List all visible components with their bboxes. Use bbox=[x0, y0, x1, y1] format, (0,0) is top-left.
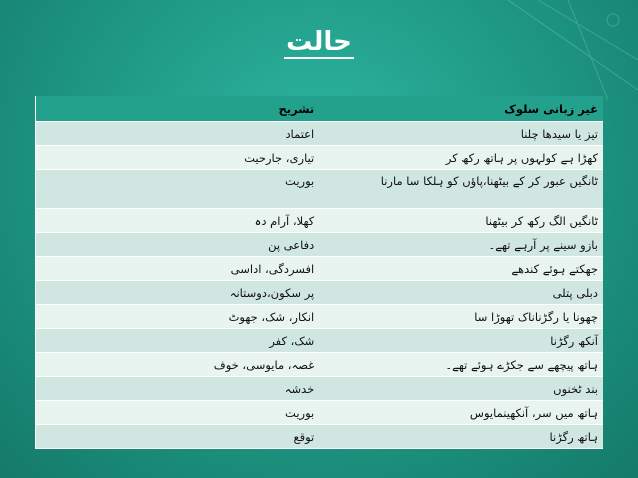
table-row bbox=[36, 353, 604, 377]
nonverbal-cell: آنکھ رگڑنا bbox=[319, 329, 603, 353]
table-row bbox=[36, 425, 604, 449]
table-row bbox=[36, 257, 604, 281]
nonverbal-cell: تیز یا سیدھا چلنا bbox=[319, 122, 603, 146]
table-row bbox=[36, 281, 604, 305]
explanation-cell: انکار، شک، جھوٹ bbox=[36, 305, 320, 329]
explanation-cell: افسردگی، اداسی bbox=[36, 257, 320, 281]
nonverbal-cell: ٹانگیں عبور کر کے بیٹھنا،پاؤں کو ہلکا سا مارنا bbox=[319, 170, 603, 209]
nonverbal-cell: کھڑا ہے کولہوں پر ہاتھ رکھ کر bbox=[319, 146, 603, 170]
explanation-cell: خدشہ bbox=[36, 377, 320, 401]
nonverbal-cell: ہاتھ رگڑنا bbox=[319, 425, 603, 449]
nonverbal-cell: بند ٹخنوں bbox=[319, 377, 603, 401]
table-header-row bbox=[36, 96, 604, 122]
behavior-table bbox=[35, 96, 603, 449]
explanation-cell: بوریت bbox=[36, 401, 320, 425]
nonverbal-cell: بازو سینے پر آرہے تھے۔ bbox=[319, 233, 603, 257]
nonverbal-cell: ٹانگیں الگ رکھ کر بیٹھنا bbox=[319, 209, 603, 233]
explanation-cell: پر سکون،دوستانہ bbox=[36, 281, 320, 305]
explanation-cell: اعتماد bbox=[36, 122, 320, 146]
explanation-cell: بوریت bbox=[36, 170, 320, 209]
table-row bbox=[36, 146, 604, 170]
header-nonverbal: غیر زبانی سلوک bbox=[319, 96, 603, 122]
nonverbal-cell: ہاتھ پیچھے سے جکڑے ہوئے تھے۔ bbox=[319, 353, 603, 377]
table-row bbox=[36, 305, 604, 329]
table-row bbox=[36, 233, 604, 257]
nonverbal-cell: جھکتے ہوئے کندھے bbox=[319, 257, 603, 281]
nonverbal-cell: دبلی پتلی bbox=[319, 281, 603, 305]
table-row bbox=[36, 329, 604, 353]
slide-title bbox=[0, 26, 638, 58]
explanation-cell: تیاری، جارحیت bbox=[36, 146, 320, 170]
explanation-cell: توقع bbox=[36, 425, 320, 449]
table-row bbox=[36, 401, 604, 425]
table-row bbox=[36, 209, 604, 233]
nonverbal-cell: ہاتھ میں سر، آنکھینمایوس bbox=[319, 401, 603, 425]
explanation-cell: غصہ، مایوسی، خوف bbox=[36, 353, 320, 377]
nonverbal-cell: چھونا یا رگڑناناک تھوڑا سا bbox=[319, 305, 603, 329]
explanation-cell: کھلا، آرام دہ bbox=[36, 209, 320, 233]
header-explanation: تشریح bbox=[36, 96, 320, 122]
table-row bbox=[36, 170, 604, 209]
explanation-cell: دفاعی پن bbox=[36, 233, 320, 257]
slide-title-text: حالت bbox=[286, 27, 352, 57]
table-row bbox=[36, 122, 604, 146]
explanation-cell: شک، کفر bbox=[36, 329, 320, 353]
table-row bbox=[36, 377, 604, 401]
